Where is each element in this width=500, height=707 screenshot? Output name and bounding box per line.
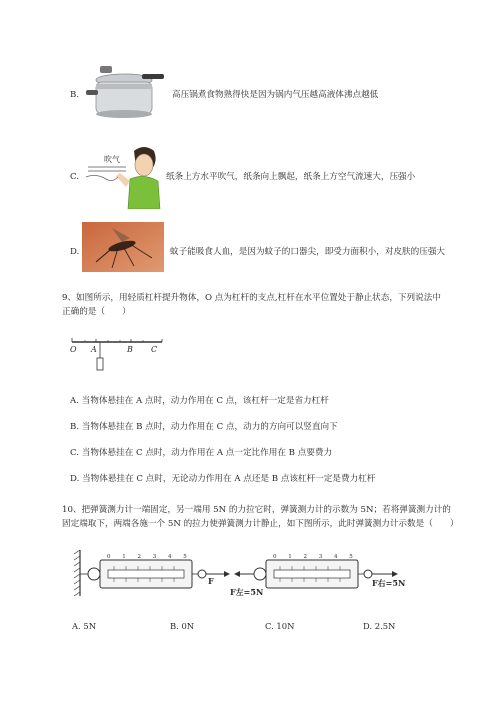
lever-label-a: A xyxy=(91,345,97,354)
lever-label-c: C xyxy=(151,345,158,354)
lever-diagram xyxy=(68,334,168,384)
q10-option-a[interactable]: A. 5N xyxy=(72,621,97,631)
q9-stem-line2: 正确的是（ ） xyxy=(62,307,131,317)
option-c-text: 纸条上方水平吹气，纸条向上飘起，纸条上方空气流速大，压强小 xyxy=(166,172,416,182)
q10-option-d[interactable]: D. 2.5N xyxy=(363,621,396,631)
scale-numbers-right: 0 1 2 3 4 5 xyxy=(273,554,358,560)
q9-option-b[interactable]: B. 当物体悬挂在 B 点时，动力作用在 C 点，动力的方向可以竖直向下 xyxy=(70,422,338,432)
lever-label-o: O xyxy=(70,345,77,354)
blowing-paper-image xyxy=(82,143,162,209)
q10-option-c[interactable]: C. 10N xyxy=(265,621,295,631)
q9-stem-line1: 9、如图所示，用轻质杠杆提升物体，O 点为杠杆的支点,杠杆在水平位置处于静止状态，下列说法中 xyxy=(62,293,441,303)
q9-option-c[interactable]: C. 当物体悬挂在 C 点时，动力作用在 A 点一定比作用在 B 点要费力 xyxy=(70,448,333,458)
q9-option-d[interactable]: D. 当物体悬挂在 C 点时，无论动力作用在 A 点还是 B 点该杠杆一定是费力杠杆 xyxy=(70,474,376,484)
force-label-right: F右=5N xyxy=(372,578,406,588)
option-b-text: 高压锅煮食物熟得快是因为锅内气压越高液体沸点越低 xyxy=(172,90,379,100)
option-d-text: 蚊子能吸食人血，是因为蚊子的口器尖，即受力面积小，对皮肤的压强大 xyxy=(170,247,446,257)
option-c-letter: C. xyxy=(70,172,80,182)
force-label-left: F左=5N xyxy=(230,587,264,597)
option-d-letter: D. xyxy=(70,247,80,257)
scale-numbers-left: 0 1 2 3 4 5 xyxy=(107,554,192,560)
q9-option-a[interactable]: A. 当物体悬挂在 A 点时，动力作用在 C 点，该杠杆一定是省力杠杆 xyxy=(70,396,329,406)
q10-option-b[interactable]: B. 0N xyxy=(170,621,195,631)
blow-label: 吹气 xyxy=(104,155,120,164)
q10-stem-line2: 固定端取下，两端各施一个 5N 的拉力使弹簧测力计静止，如下图所示，此时弹簧测力计示数是（ ） xyxy=(62,519,459,529)
q10-stem-line1: 10、把弹簧测力计一端固定，另一端用 5N 的力拉它时，弹簧测力计的示数为 5N；若将弹簧测力计的 xyxy=(62,505,451,515)
mosquito-image xyxy=(82,222,164,272)
force-label-f: F xyxy=(208,576,214,586)
pressure-cooker-image xyxy=(82,62,164,124)
option-b-letter: B. xyxy=(70,90,80,100)
lever-label-b: B xyxy=(127,345,133,354)
